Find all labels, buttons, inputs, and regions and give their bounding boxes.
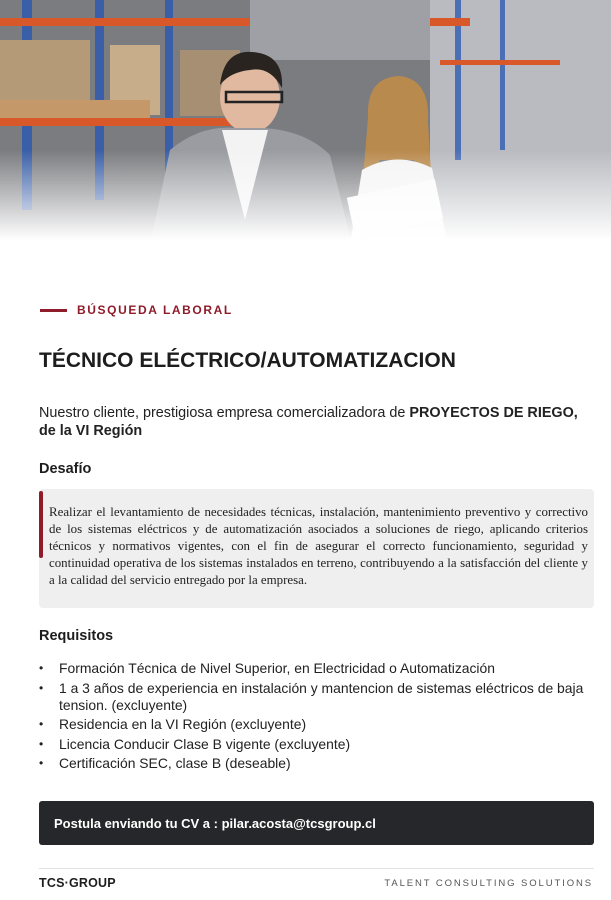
desafio-box [39,489,594,608]
bullet-icon: • [39,756,44,770]
requisitos-heading: Requisitos [39,628,114,644]
desafio-text: Realizar el levantamiento de necesidades técnicas, instalación, mantenimiento preventivo y correctivo de los sistemas eléctricos y de automatización asociados a soluciones de riego, aplicando criterios técnicos y normativos vigentes, con el fin de asegurar el correcto funcionamiento, seguridad y continuidad operativa de los sistemas instalados en terreno, contribuyendo a la satisfacción del cliente y a la calidad del servicio entregado por la empresa. [49,505,588,587]
list-item-text: Certificación SEC, clase B (deseable) [59,755,291,771]
bullet-icon: • [39,661,44,675]
list-item-text: 1 a 3 años de experiencia en instalación y mantencion de sistemas eléctricos de baja tension. (excluyente) [59,679,584,713]
bullet-icon: • [39,717,44,731]
bullet-icon: • [39,680,44,695]
company-logo: TCS·GROUP [39,876,116,890]
list-item-text: Residencia en la VI Región (excluyente) [59,716,307,732]
company-tagline: TALENT CONSULTING SOLUTIONS [384,878,593,889]
kicker-accent-bar [40,309,67,312]
list-item [39,680,599,714]
kicker-label: BÚSQUEDA LABORAL [77,303,233,317]
apply-banner[interactable] [39,801,594,845]
list-item [39,660,599,677]
job-title: TÉCNICO ELÉCTRICO/AUTOMATIZACION [39,349,456,372]
desafio-accent-bar [39,491,43,558]
list-item [39,736,599,753]
desafio-heading: Desafío [39,461,92,477]
list-item-text: Formación Técnica de Nivel Superior, en Electricidad o Automatización [59,660,495,676]
list-item [39,755,599,772]
requisitos-list [39,660,599,775]
apply-text[interactable]: Postula enviando tu CV a : pilar.acosta@tcsgroup.cl [54,815,376,831]
hero-fade [0,150,611,245]
intro-highlight: PROYECTOS DE RIEGO, de la VI Región [39,405,578,439]
list-item [39,716,599,733]
bullet-icon: • [39,736,44,751]
intro-paragraph [39,404,579,440]
footer-divider [39,868,594,869]
hero-photo [0,0,611,245]
list-item-text: Licencia Conducir Clase B vigente (excluyente) [59,735,351,752]
intro-prefix: Nuestro cliente, prestigiosa empresa comercializadora de [39,405,410,421]
section-kicker [40,303,233,317]
